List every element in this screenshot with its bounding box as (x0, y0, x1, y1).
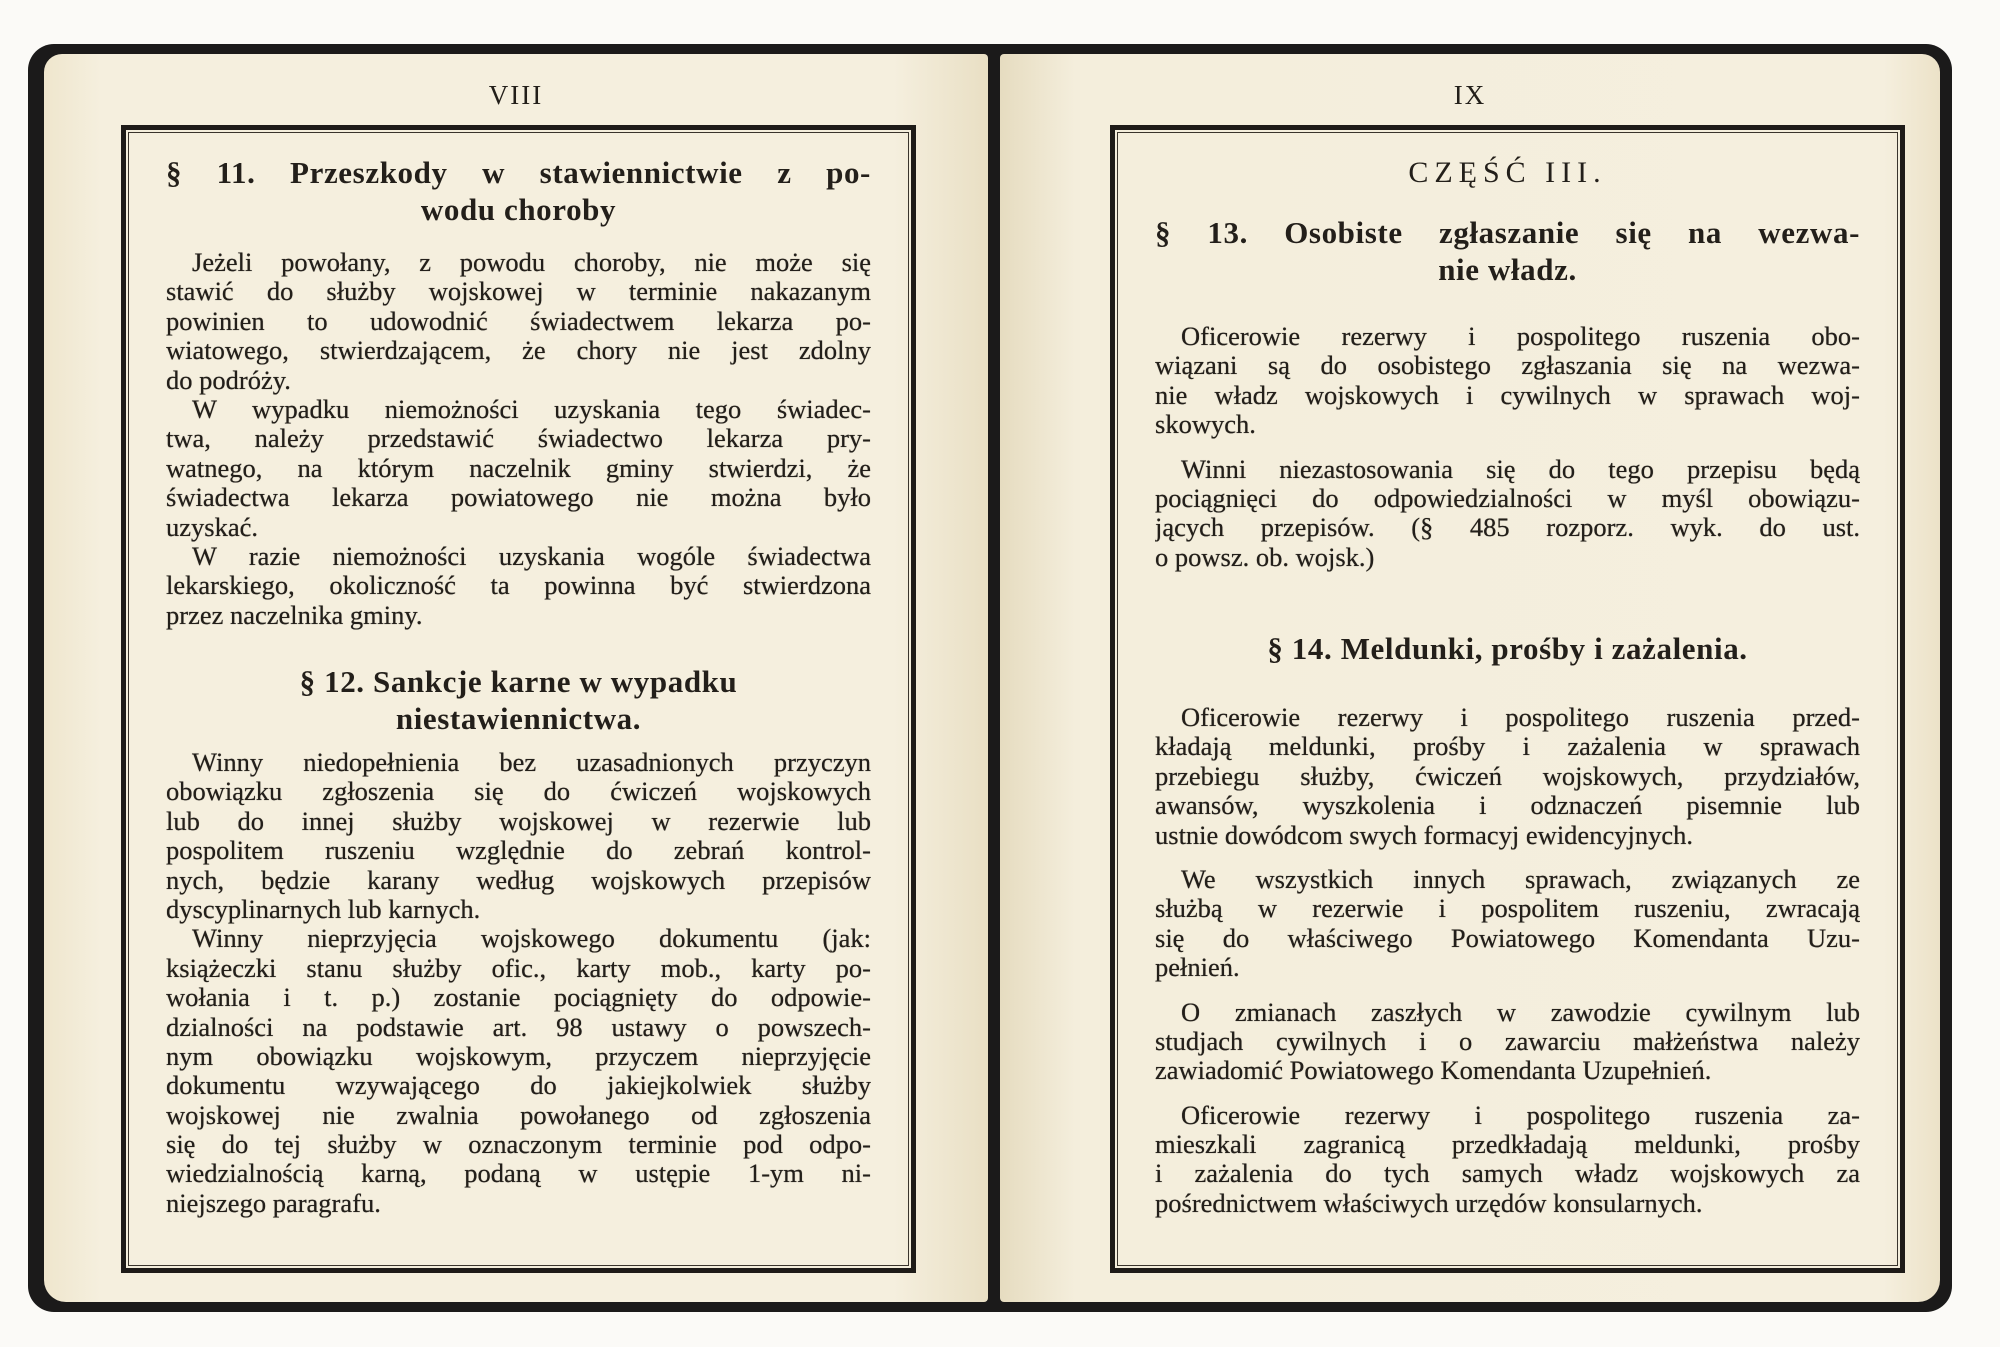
paragraph (1155, 455, 1860, 573)
paragraph (166, 395, 871, 542)
text-line: powinien to udowodnić świadectwem lekarza po- (166, 306, 871, 336)
text-line: świadectwa lekarza powiatowego nie można było (166, 483, 871, 513)
text-line: studjach cywilnych i o zawarciu małżeństwa należy (1155, 1026, 1860, 1056)
section-heading-line: § 11. Przeszkody w stawiennictwie z po- (166, 155, 871, 190)
text-line: lub do innej służby wojskowej w rezerwie lub (166, 806, 871, 836)
text-line: awansów, wyszkolenia i odznaczeń pisemnie lub (1155, 791, 1860, 821)
section-12-body (166, 748, 871, 1218)
paragraph (166, 748, 871, 924)
text-line: mieszkali zagranicą przedkładają meldunki, prośby (1155, 1130, 1860, 1160)
text-line: i zażalenia do tych samych władz wojskowych za (1155, 1159, 1860, 1189)
paragraph (166, 924, 871, 1218)
section-13-heading (1155, 214, 1860, 288)
paragraph (1155, 865, 1860, 983)
text-line: Winni niezastosowania się do tego przepisu będą (1181, 454, 1860, 484)
text-line: lekarskiego, okoliczność ta powinna być stwierdzona (166, 571, 871, 601)
text-line: książeczki stanu służby ofic., karty mob., karty po- (166, 953, 871, 983)
text-line: ustnie dowódcom swych formacyj ewidencyjnych. (1155, 819, 1693, 850)
text-line: się do właściwego Powiatowego Komendanta Uzu- (1155, 923, 1860, 953)
paragraph (166, 248, 871, 395)
section-heading-line: § 12. Sankcje karne w wypadku (299, 664, 738, 699)
text-line: twa, należy przedstawić świadectwo lekarza pry- (166, 424, 871, 454)
section-12-heading (166, 663, 871, 737)
left-page (44, 54, 988, 1302)
text-line: nych, będzie karany według wojskowych przepisów (166, 865, 871, 895)
section-heading-line: nie władz. (1438, 252, 1577, 287)
paragraph (1155, 322, 1860, 440)
part-title: CZĘŚĆ III. (1408, 156, 1607, 189)
text-line: do podróży. (166, 364, 291, 395)
text-line: pociągnięci do odpowiedzialności w myśl obowiązu- (1155, 483, 1860, 513)
paragraph (1155, 998, 1860, 1086)
text-line: W razie niemożności uzyskania wogóle świadectwa (192, 541, 871, 571)
text-line: pełnień. (1155, 952, 1240, 983)
text-line: obowiązku zgłoszenia się do ćwiczeń wojskowych (166, 777, 871, 807)
section-11-heading (166, 154, 871, 228)
text-line: o powsz. ob. wojsk.) (1155, 541, 1375, 572)
section-heading-line: wodu choroby (420, 192, 617, 227)
text-line: wiązani są do osobistego zgłaszania się na wezwa- (1155, 351, 1860, 381)
text-line: niejszego paragrafu. (166, 1187, 381, 1218)
text-line: Jeżeli powołany, z powodu choroby, nie może się (192, 248, 871, 277)
text-line: przez naczelnika gminy. (166, 599, 423, 630)
text-line: skowych. (1155, 409, 1256, 440)
text-line: W wypadku niemożności uzyskania tego świadec- (192, 394, 871, 424)
right-page (1000, 54, 1940, 1302)
text-line: Oficerowie rezerwy i pospolitego ruszenia obo- (1181, 322, 1860, 351)
text-line: dzialności na podstawie art. 98 ustawy o powszech- (166, 1012, 871, 1042)
text-line: wiatowego, stwierdzającem, że chory nie jest zdolny (166, 336, 871, 366)
page-number: IX (1453, 80, 1487, 110)
text-line: Winny nieprzyjęcia wojskowego dokumentu (jak: (192, 924, 871, 954)
text-line: pośrednictwem właściwych urzędów konsularnych. (1155, 1187, 1703, 1218)
section-heading-line: § 14. Meldunki, prośby i zażalenia. (1267, 631, 1748, 666)
text-line: wiedzialnością karną, podaną w ustępie 1-ym ni- (166, 1159, 871, 1189)
text-line: zawiadomić Powiatowego Komendanta Uzupełnień. (1155, 1055, 1712, 1086)
section-14-heading (1155, 630, 1860, 667)
text-line: Oficerowie rezerwy i pospolitego ruszenia za- (1181, 1100, 1860, 1130)
section-heading-line: niestawiennictwa. (395, 701, 642, 736)
text-line: dokumentu wzywającego do jakiejkolwiek służby (166, 1071, 871, 1101)
text-line: przebiegu służby, ćwiczeń wojskowych, przydziałów, (1155, 761, 1860, 791)
text-line: pospolitem ruszeniu względnie do zebrań kontrol- (166, 836, 871, 866)
text-line: nie władz wojskowych i cywilnych w sprawach woj- (1155, 380, 1860, 410)
text-line: dyscyplinarnych lub karnych. (166, 893, 481, 924)
page-frame (1110, 125, 1905, 1273)
page-frame (121, 125, 916, 1273)
section-heading-line: § 13. Osobiste zgłaszanie się na wezwa- (1155, 215, 1860, 250)
text-line: nym obowiązku wojskowym, przyczem nieprzyjęcie (166, 1041, 871, 1071)
text-line: O zmianach zaszłych w zawodzie cywilnym lub (1181, 997, 1860, 1027)
paragraph (1155, 1101, 1860, 1219)
paragraph (1155, 703, 1860, 850)
text-line: kładają meldunki, prośby i zażalenia w sprawach (1155, 732, 1860, 762)
text-line: służbą w rezerwie i pospolitem ruszeniu, zwracają (1155, 894, 1860, 924)
text-line: We wszystkich innych sprawach, związanych ze (1181, 864, 1860, 894)
text-line: wołania i t. p.) zostanie pociągnięty do odpowie- (166, 983, 871, 1013)
page-number: VIII (488, 80, 544, 110)
text-line: Oficerowie rezerwy i pospolitego ruszenia przed- (1181, 703, 1860, 732)
text-line: watnego, na którym naczelnik gminy stwierdzi, że (166, 453, 871, 483)
text-line: jących przepisów. (§ 485 rozporz. wyk. do ust. (1155, 513, 1860, 543)
section-13-body (1155, 322, 1860, 572)
section-14-body (1155, 703, 1860, 1218)
text-line: stawić do służby wojskowej w terminie nakazanym (166, 277, 871, 307)
text-line: się do tej służby w oznaczonym terminie pod odpo- (166, 1130, 871, 1160)
section-11-body (166, 248, 871, 630)
text-line: wojskowej nie zwalnia powołanego od zgłoszenia (166, 1100, 871, 1130)
paragraph (166, 542, 871, 630)
text-line: uzyskać. (166, 511, 258, 542)
text-line: Winny niedopełnienia bez uzasadnionych przyczyn (192, 748, 871, 777)
